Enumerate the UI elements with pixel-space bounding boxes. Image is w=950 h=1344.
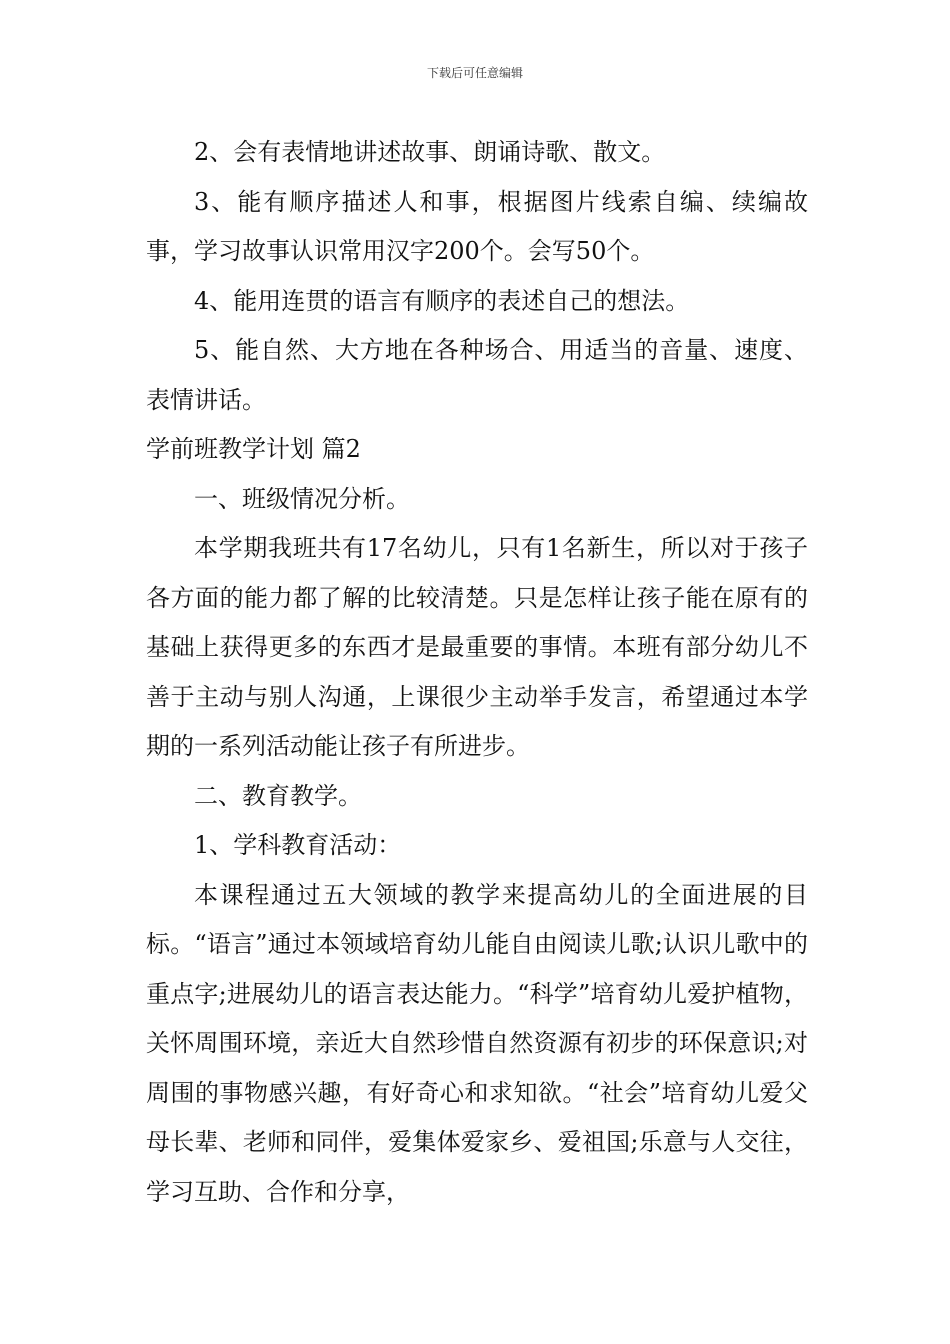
paragraph-item-4: 4、能用连贯的语言有顺序的表述自己的想法。	[194, 286, 690, 315]
subheading-subject-activities: 1、学科教育活动：	[194, 831, 402, 859]
paragraph-item-5: 5、能自然、大方地在各种场合、用适当的音量、速度、表情讲话。	[146, 336, 808, 414]
page-header: 下载后可任意编辑	[426, 66, 523, 80]
paragraph-class-analysis: 本学期我班共有17名幼儿，只有1名新生，所以对于孩子各方面的能力都了解的比较清楚。只是怎样让孩子能在原有的基础上获得更多的东西才是最重要的事情。本班有部分幼儿不善于主动与别人沟通，上课很少主动举手发言，希望通过本学期的一系列活动能让孩子有所进步。	[146, 534, 808, 760]
paragraph-item-3: 3、能有顺序描述人和事，根据图片线索自编、续编故事，学习故事认识常用汉字200个。会写50个。	[146, 187, 808, 265]
subheading-education: 二、教育教学。	[194, 781, 362, 810]
subheading-class-analysis: 一、班级情况分析。	[194, 484, 410, 513]
paragraph-item-2: 2、会有表情地讲述故事、朗诵诗歌、散文。	[194, 138, 666, 166]
document-body	[146, 128, 808, 1217]
paragraph-curriculum: 本课程通过五大领域的教学来提高幼儿的全面进展的目标。“语言”通过本领域培育幼儿能自由阅读儿歌;认识儿歌中的重点字;进展幼儿的语言表达能力。“科学”培育幼儿爱护植物，关怀周围环境，亲近大自然珍惜自然资源有初步的环保意识;对周围的事物感兴趣，有好奇心和求知欲。“社会”培育幼儿爱父母长辈、老师和同伴，爱集体爱家乡、爱祖国;乐意与人交往，学习互助、合作和分享，	[146, 880, 808, 1206]
section-title: 学前班教学计划 篇2	[146, 435, 361, 463]
